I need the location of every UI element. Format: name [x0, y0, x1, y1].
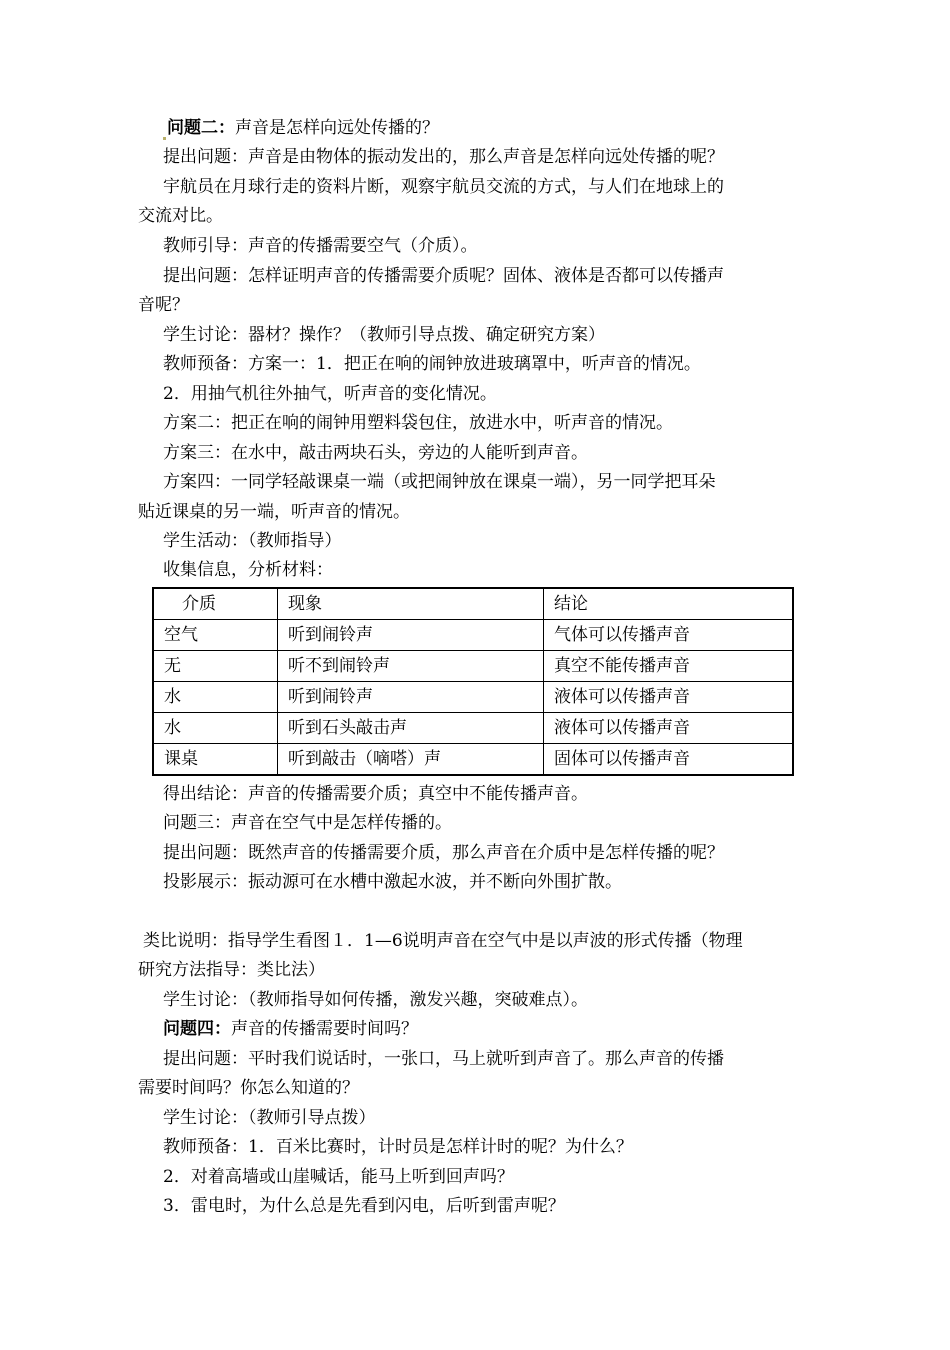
table-cell: 听到闹铃声 [278, 620, 544, 651]
paragraph: 学生讨论：（教师引导点拨） [163, 1108, 376, 1128]
table-row [153, 713, 793, 744]
paragraph: 提出问题：声音是由物体的振动发出的，那么声音是怎样向远处传播的呢？ [163, 147, 724, 167]
paragraph: 2．用抽气机往外抽气，听声音的变化情况。 [163, 384, 497, 404]
table-cell: 空气 [153, 620, 278, 651]
paragraph: 提出问题：怎样证明声音的传播需要介质呢？固体、液体是否都可以传播声 [163, 266, 724, 286]
paragraph: 2．对着高墙或山崖喊话，能马上听到回声吗？ [163, 1167, 514, 1187]
table-header-row [153, 588, 793, 620]
question-four-text: 声音的传播需要时间吗？ [231, 1019, 418, 1039]
paragraph: 投影展示：振动源可在水槽中激起水波，并不断向外围扩散。 [163, 872, 622, 892]
table-cell: 听不到闹铃声 [278, 651, 544, 682]
table-cell: 气体可以传播声音 [544, 620, 794, 651]
paragraph: 提出问题：平时我们说话时，一张口，马上就听到声音了。那么声音的传播 [163, 1049, 724, 1069]
paragraph-continuation: 研究方法指导：类比法） [138, 960, 325, 980]
paragraph: 学生讨论：器材？操作？（教师引导点拨、确定研究方案） [163, 325, 605, 345]
table-cell: 听到敲击（嘀嗒）声 [278, 744, 544, 776]
paragraph: 提出问题：既然声音的传播需要介质，那么声音在介质中是怎样传播的呢？ [163, 843, 724, 863]
heading-question-four [163, 1017, 418, 1041]
question-four-label: 问题四： [163, 1019, 231, 1039]
paragraph: 收集信息，分析材料： [163, 560, 333, 580]
paragraph-continuation: 音呢？ [138, 295, 189, 315]
table-cell: 无 [153, 651, 278, 682]
paragraph: 学生讨论：（教师指导如何传播，激发兴趣，突破难点）。 [163, 990, 588, 1010]
table-row [153, 744, 793, 776]
table-cell: 听到闹铃声 [278, 682, 544, 713]
paragraph: 3．雷电时，为什么总是先看到闪电，后听到雷声呢？ [163, 1196, 565, 1216]
paragraph: 宇航员在月球行走的资料片断，观察宇航员交流的方式，与人们在地球上的 [163, 177, 724, 197]
table-cell: 液体可以传播声音 [544, 713, 794, 744]
paragraph: 方案四：一同学轻敲课桌一端（或把闹钟放在课桌一端），另一同学把耳朵 [163, 472, 716, 492]
table-header-cell: 介质 [153, 588, 278, 620]
table-cell: 液体可以传播声音 [544, 682, 794, 713]
question-two-text: 声音是怎样向远处传播的？ [235, 118, 439, 138]
paragraph: 问题三：声音在空气中是怎样传播的。 [163, 813, 452, 833]
paragraph: 方案三：在水中，敲击两块石头，旁边的人能听到声音。 [163, 443, 588, 463]
heading-question-two [163, 116, 439, 140]
table-cell: 水 [153, 682, 278, 713]
table-cell: 听到石头敲击声 [278, 713, 544, 744]
paragraph: 学生活动：（教师指导） [163, 531, 342, 551]
marker-dot [163, 137, 166, 140]
paragraph-continuation: 贴近课桌的另一端，听声音的情况。 [138, 502, 410, 522]
table-cell: 课桌 [153, 744, 278, 776]
paragraph: 类比说明：指导学生看图１．1—6说明声音在空气中是以声波的形式传播（物理 [143, 931, 743, 951]
table-cell: 真空不能传播声音 [544, 651, 794, 682]
paragraph: 得出结论：声音的传播需要介质；真空中不能传播声音。 [163, 784, 588, 804]
results-table [152, 587, 794, 776]
paragraph-continuation: 需要时间吗？你怎么知道的？ [138, 1078, 359, 1098]
paragraph-continuation: 交流对比。 [138, 206, 223, 226]
paragraph: 教师预备：1．百米比赛时，计时员是怎样计时的呢？为什么？ [163, 1137, 633, 1157]
paragraph: 教师预备：方案一：1．把正在响的闹钟放进玻璃罩中，听声音的情况。 [163, 354, 701, 374]
paragraph: 教师引导：声音的传播需要空气（介质）。 [163, 236, 478, 256]
question-two-label: 问题二： [167, 118, 235, 138]
table-header-cell: 现象 [278, 588, 544, 620]
paragraph: 方案二：把正在响的闹钟用塑料袋包住，放进水中，听声音的情况。 [163, 413, 673, 433]
table-row [153, 651, 793, 682]
table-cell: 固体可以传播声音 [544, 744, 794, 776]
table-header-cell: 结论 [544, 588, 794, 620]
table-row [153, 620, 793, 651]
table-cell: 水 [153, 713, 278, 744]
table-row [153, 682, 793, 713]
